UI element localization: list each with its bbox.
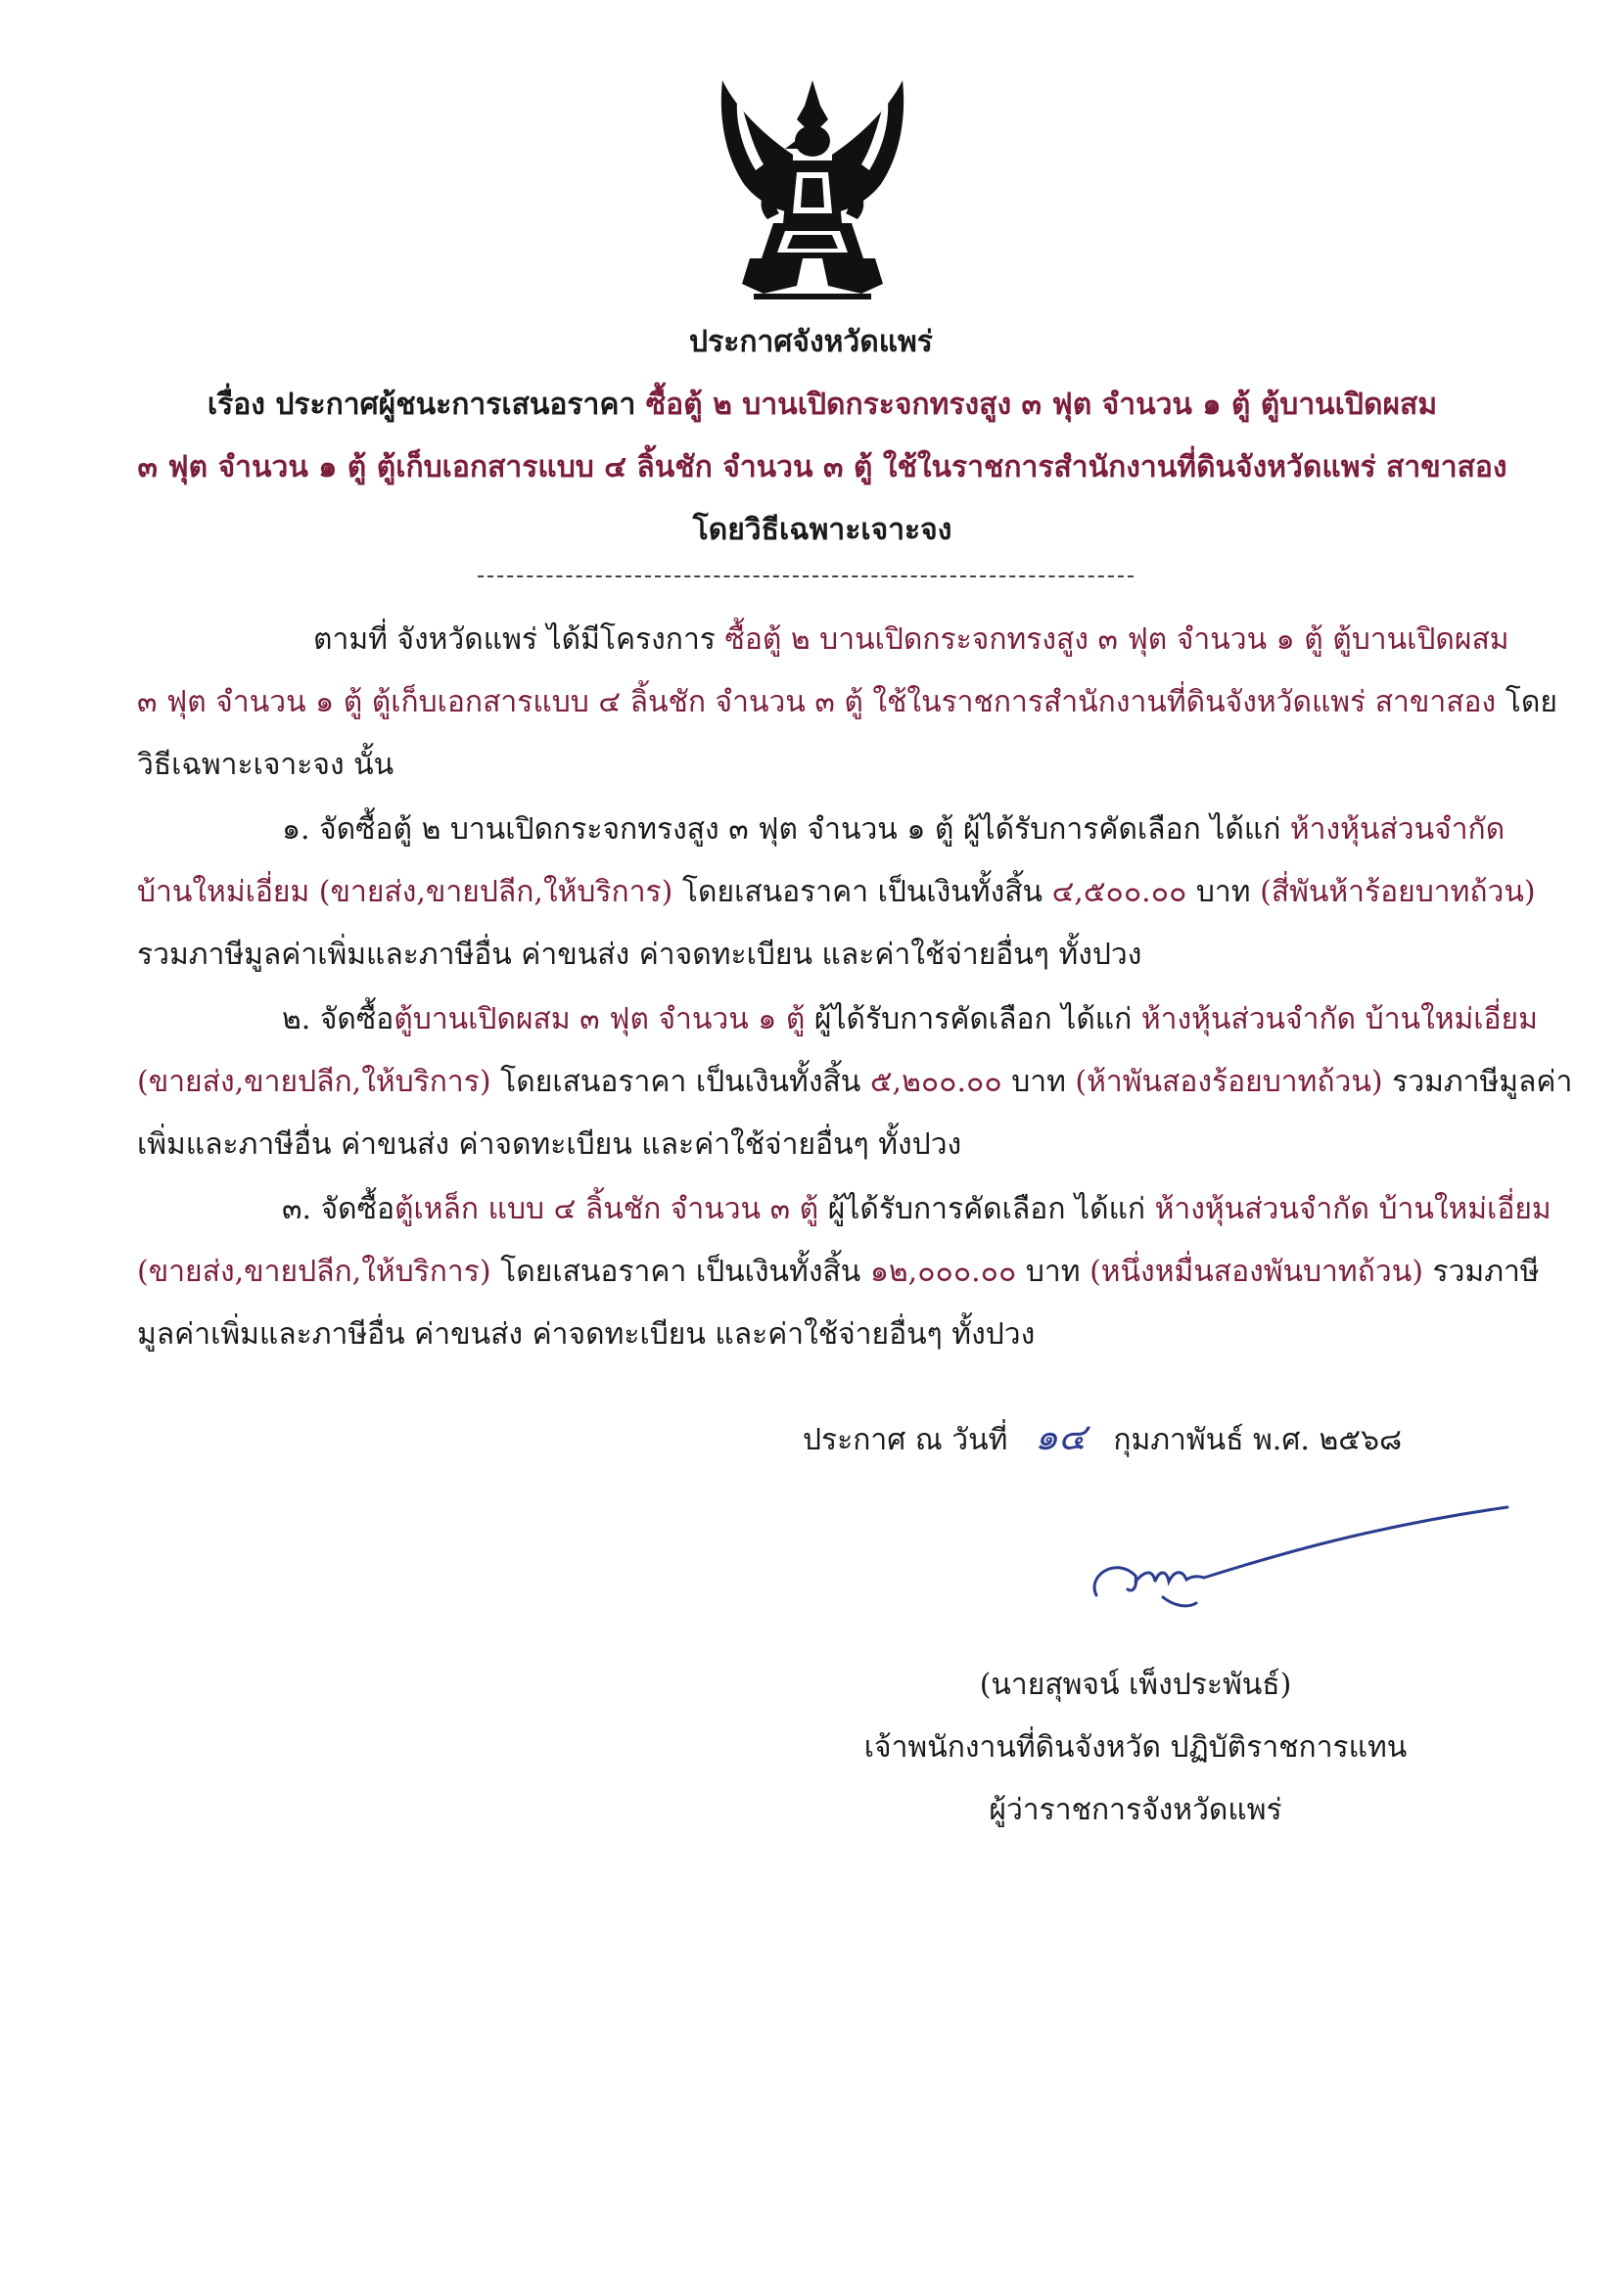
item-3 (137, 1178, 1552, 1366)
item-1-line-2 (137, 861, 1536, 924)
intro-text: ตามที่ จังหวัดแพร่ ได้มีโครงการ (313, 622, 716, 657)
item-3-price-label: โดยเสนอราคา เป็นเงินทั้งสิ้น (500, 1255, 861, 1289)
item-3-amount: ๑๒,๐๐๐.๐๐ (869, 1255, 1017, 1289)
item-1-amount-words: (สี่พันห้าร้อยบาทถ้วน) (1260, 875, 1536, 909)
item-2-line-3: เพิ่มและภาษีอื่น ค่าขนส่ง ค่าจดทะเบียน และค่าใช้จ่ายอื่นๆ ทั้งปวง (137, 1127, 962, 1162)
subject-item-text-cont: ๓ ฟุต จำนวน ๑ ตู้ ตู้เก็บเอกสารแบบ ๔ ลิ้นชัก จำนวน ๓ ตู้ ใช้ในราชการสำนักงานที่ดินจังหวัดแพร่ สาขาสอง (137, 450, 1507, 484)
announce-prefix: ประกาศ ณ วันที่ (803, 1423, 1008, 1457)
intro-paragraph (137, 609, 1557, 797)
item-2-vendor: ห้างหุ้นส่วนจำกัด บ้านใหม่เอี่ยม (1140, 1002, 1538, 1036)
intro-project-cont: ๓ ฟุต จำนวน ๑ ตู้ ตู้เก็บเอกสารแบบ ๔ ลิ้นชัก จำนวน ๓ ตู้ ใช้ในราชการสำนักงานที่ดินจังหวัดแพร่ สาขาสอง (137, 685, 1497, 719)
intro-line-3: วิธีเฉพาะเจาะจง นั้น (137, 748, 394, 782)
item-2-line-2 (137, 1051, 1573, 1114)
item-2-desc: ตู้บานเปิดผสม ๓ ฟุต จำนวน ๑ ตู้ (394, 1002, 806, 1036)
item-3-amount-words: (หนึ่งหมื่นสองพันบาทถ้วน) (1089, 1255, 1423, 1289)
announce-day: ๑๔ (1034, 1415, 1087, 1458)
intro-project: ซื้อตู้ ๒ บานเปิดกระจกทรงสูง ๓ ฟุต จำนวน ๑ ตู้ ตู้บานเปิดผสม (724, 622, 1509, 657)
signature-icon (1077, 1488, 1527, 1634)
item-3-selected-label: ผู้ได้รับการคัดเลือก ได้แก่ (827, 1192, 1146, 1226)
item-3-line-3: มูลค่าเพิ่มและภาษีอื่น ค่าขนส่ง ค่าจดทะเบียน และค่าใช้จ่ายอื่นๆ ทั้งปวง (137, 1317, 1036, 1352)
item-1-vendor-cont: บ้านใหม่เอี่ยม (ขายส่ง,ขายปลีก,ให้บริการ) (137, 875, 673, 909)
item-3-vendor: ห้างหุ้นส่วนจำกัด บ้านใหม่เอี่ยม (1154, 1192, 1552, 1226)
item-2-selected-label: ผู้ได้รับการคัดเลือก ได้แก่ (813, 1002, 1133, 1036)
subject-line-2 (137, 436, 1507, 499)
intro-line-2 (137, 671, 1557, 734)
subject-prefix: เรื่อง ประกาศผู้ชนะการเสนอราคา (207, 388, 636, 422)
subject-line-3: โดยวิธีเฉพาะเจาะจง (692, 513, 952, 547)
item-1-currency: บาท (1195, 875, 1251, 909)
item-3-vendor-cont: (ขายส่ง,ขายปลีก,ให้บริการ) (137, 1255, 491, 1289)
subject (137, 374, 1507, 562)
item-1-line-1 (137, 799, 1507, 861)
intro-text-cont: โดย (1505, 685, 1557, 719)
announce-date (803, 1405, 1402, 1472)
announce-month-year: กุมภาพันธ์ พ.ศ. ๒๕๖๘ (1113, 1423, 1403, 1457)
signatory-position: เจ้าพนักงานที่ดินจังหวัด ปฏิบัติราชการแทน (863, 1730, 1408, 1765)
item-1-amount: ๔,๕๐๐.๐๐ (1051, 875, 1187, 909)
item-2-currency: บาท (1011, 1065, 1066, 1099)
item-1 (137, 799, 1536, 987)
subject-line-1 (137, 374, 1507, 436)
item-1-vendor: ห้างหุ้นส่วนจำกัด (1289, 812, 1506, 847)
intro-line-1 (137, 609, 1507, 671)
signatory-name: (นายสุพจน์ เพ็งประพันธ์) (979, 1668, 1292, 1702)
page-title: ประกาศจังหวัดแพร่ (689, 325, 933, 359)
divider (478, 575, 1134, 577)
item-2-line-1 (137, 988, 1538, 1051)
item-2-price-label: โดยเสนอราคา เป็นเงินทั้งสิ้น (500, 1065, 861, 1099)
item-1-line-3: รวมภาษีมูลค่าเพิ่มและภาษีอื่น ค่าขนส่ง ค่าจดทะเบียน และค่าใช้จ่ายอื่นๆ ทั้งปวง (137, 938, 1142, 972)
signatory-block (842, 1654, 1429, 1842)
item-2-vendor-cont: (ขายส่ง,ขายปลีก,ให้บริการ) (137, 1065, 491, 1099)
item-3-num: ๓. จัดซื้อ (282, 1192, 395, 1226)
item-3-line-1 (137, 1178, 1552, 1241)
item-3-tax: รวมภาษี (1432, 1255, 1540, 1289)
item-2-num: ๒. จัดซื้อ (282, 1002, 394, 1036)
item-3-line-2 (137, 1241, 1540, 1304)
item-1-desc: ๑. จัดซื้อตู้ ๒ บานเปิดกระจกทรงสูง ๓ ฟุต จำนวน ๑ ตู้ ผู้ได้รับการคัดเลือก ได้แก่ (282, 812, 1281, 847)
item-3-desc: ตู้เหล็ก แบบ ๔ ลิ้นชัก จำนวน ๓ ตู้ (394, 1192, 819, 1226)
item-2-amount: ๕,๒๐๐.๐๐ (869, 1065, 1002, 1099)
item-2-amount-words: (ห้าพันสองร้อยบาทถ้วน) (1075, 1065, 1383, 1099)
subject-item-text: ซื้อตู้ ๒ บานเปิดกระจกทรงสูง ๓ ฟุต จำนวน ๑ ตู้ ตู้บานเปิดผสม (645, 388, 1438, 422)
item-1-price-label: โดยเสนอราคา เป็นเงินทั้งสิ้น (681, 875, 1043, 909)
garuda-emblem-icon (695, 76, 930, 301)
item-3-currency: บาท (1025, 1255, 1081, 1289)
item-2-tax: รวมภาษีมูลค่า (1392, 1065, 1573, 1099)
item-2 (137, 988, 1573, 1176)
signatory-title: ผู้ว่าราชการจังหวัดแพร่ (989, 1793, 1282, 1827)
